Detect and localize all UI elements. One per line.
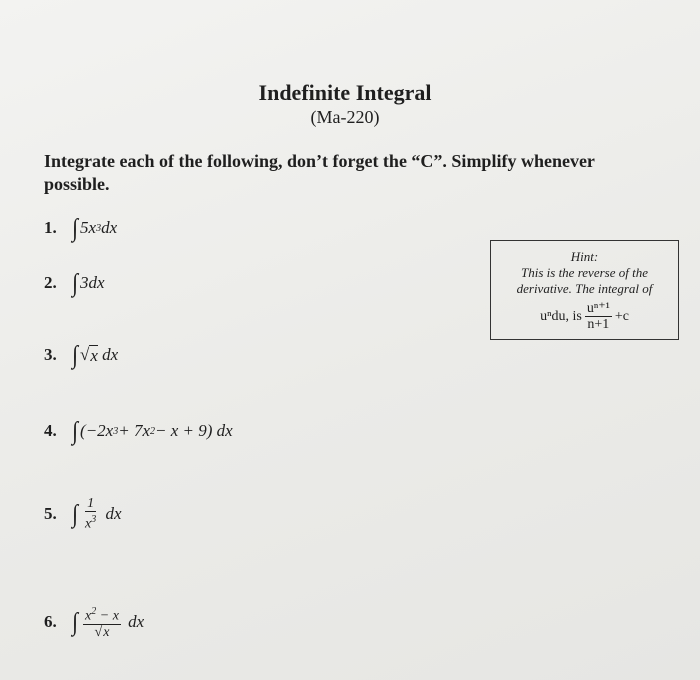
problem-number: 4. <box>44 421 57 440</box>
page-title: Indefinite Integral <box>258 80 432 105</box>
problem-expression: ∫ (−2x 3 + 7x 2 − x + 9) dx <box>72 416 233 445</box>
hint-box <box>490 240 679 340</box>
hint-formula-lead: uⁿdu, is <box>540 308 582 324</box>
problem-6 <box>44 604 144 640</box>
hint-line-1: This is the reverse of the <box>521 265 648 280</box>
problem-2 <box>44 270 105 296</box>
course-code: (Ma-220) <box>310 107 380 127</box>
problem-4 <box>44 418 233 444</box>
problem-expression: ∫ 5x 3 dx <box>72 213 118 242</box>
problem-number: 6. <box>44 611 57 631</box>
problem-5 <box>44 496 122 532</box>
problem-3 <box>44 342 118 368</box>
hint-line-2: derivative. The integral of <box>516 281 653 296</box>
hint-constant: +c <box>614 308 629 324</box>
hint-title: Hint: <box>570 249 599 264</box>
problem-expression: ∫ √ x dx <box>72 340 119 369</box>
hint-fraction <box>585 301 612 332</box>
hint-formula <box>491 301 678 332</box>
problem-number: 1. <box>44 218 57 237</box>
hint-denominator: n+1 <box>587 317 610 332</box>
problem-expression: ∫ $\frac{1}{x^3}$ dx <box>72 496 122 532</box>
problem-number: 2. <box>44 273 57 292</box>
instructions: Integrate each of the following, don’t forget the “C”. Simplify whenever possible. <box>44 151 595 194</box>
problem-1 <box>44 215 117 241</box>
problem-expression: ∫ 3dx <box>72 268 105 297</box>
problem-number: 5. <box>44 503 57 523</box>
hint-numerator: uⁿ⁺¹ <box>586 301 610 316</box>
problem-number: 3. <box>44 345 57 364</box>
problem-expression: ∫ $\frac{x^2 - x}{√x}$ dx <box>72 606 145 640</box>
